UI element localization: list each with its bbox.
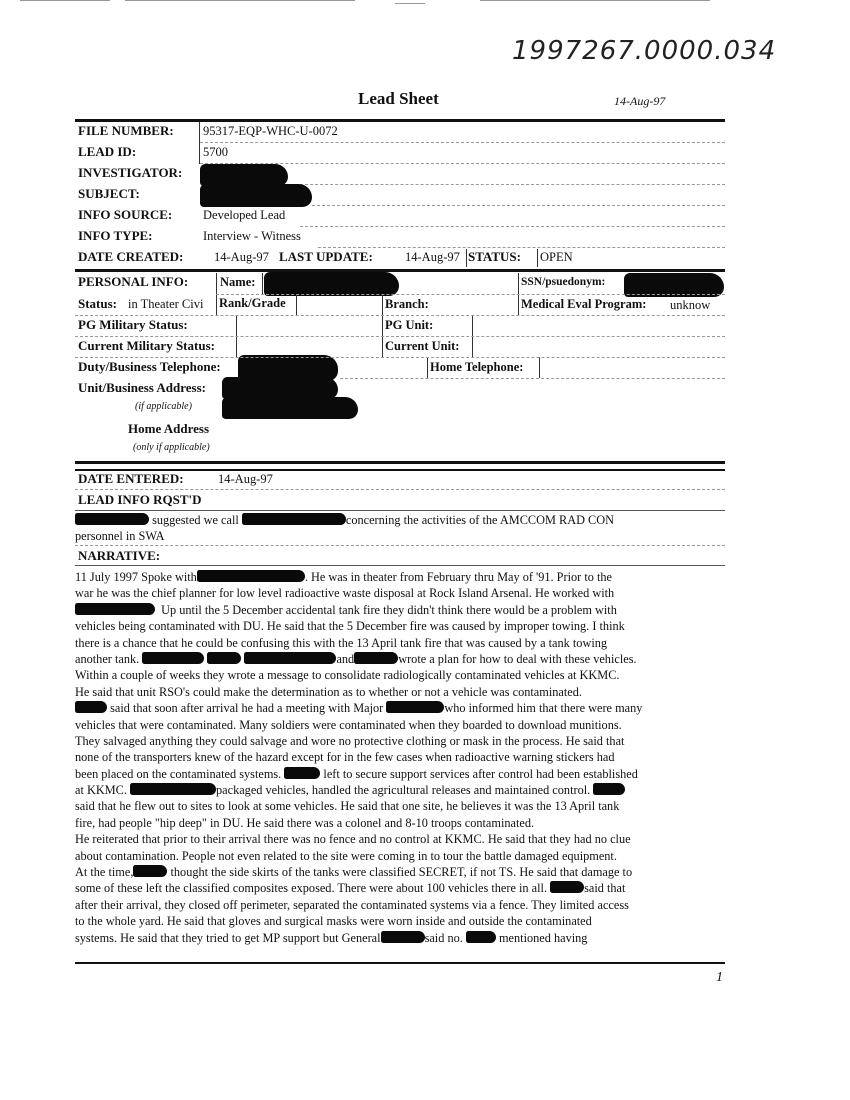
divider [472, 336, 473, 357]
redaction [264, 272, 399, 296]
top-rule [75, 119, 725, 122]
divider [75, 357, 725, 358]
divider [472, 315, 473, 336]
date-entered-label: DATE ENTERED: [78, 471, 184, 486]
redaction [466, 931, 496, 943]
divider [216, 273, 217, 294]
double-rule [75, 461, 725, 471]
last-update-value: 14-Aug-97 [405, 250, 460, 264]
narrative-line: wrote a plan for how to deal with these vehicles. [398, 651, 637, 666]
narrative-line: They salvaged anything they could salvage and wore no protective clothing or mask in the process. He said that [75, 733, 625, 748]
subject-label: SUBJECT: [78, 186, 140, 201]
divider [296, 294, 297, 315]
narrative-label: NARRATIVE: [78, 548, 161, 563]
lead-info-line: personnel in SWA [75, 529, 165, 544]
rank-grade-label: Rank/Grade [219, 296, 286, 310]
narrative-line: mentioned having [498, 930, 588, 945]
lead-info-line: concerning the activities of the AMCCOM RAD CON [345, 513, 614, 527]
info-source-value: Developed Lead [203, 208, 286, 222]
divider [300, 184, 725, 185]
narrative-line: He said that unit RSO's could make the determination as to whether or not a vehicle was contaminated. [75, 684, 582, 699]
redaction [197, 570, 305, 582]
status-field-value: in Theater Civi [128, 297, 204, 311]
home-address-label: Home Address [128, 421, 210, 436]
scan-artifact [480, 0, 710, 1]
narrative-line: He reiterated that prior to their arrival there was no fence and no control at KKMC. He said that they had no clue [75, 832, 631, 847]
divider [539, 357, 540, 378]
narrative-line: who informed him that there were many [444, 701, 643, 716]
date-created-label: DATE CREATED: [78, 249, 184, 264]
lead-info-text [75, 512, 727, 545]
narrative-line: fire, had people "hip deep" in DU. He said there was a colonel and 8-10 troops contaminated. [75, 815, 535, 830]
divider [216, 294, 217, 315]
date-entered-value: 14-Aug-97 [218, 472, 273, 486]
narrative-line: and [336, 651, 355, 666]
divider [466, 249, 467, 267]
divider [75, 565, 725, 566]
narrative-line: after their arrival, they closed off perimeter, separated the contaminated systems via a fence. They limited access [75, 897, 629, 912]
redaction [386, 701, 444, 713]
divider [340, 378, 725, 379]
divider [216, 294, 725, 295]
redaction [222, 377, 338, 399]
bottom-rule [75, 962, 725, 964]
page-title: Lead Sheet [358, 89, 439, 108]
divider [312, 205, 725, 206]
investigator-label: INVESTIGATOR: [78, 165, 183, 180]
narrative-line: . He was in theater from February thru May of '91. Prior to the [304, 570, 613, 584]
lead-id-value: 5700 [203, 145, 228, 159]
narrative-line: vehicles being contaminated with DU. He said that the 5 December fire was caused by improper towing. I think [75, 619, 625, 634]
divider [382, 294, 383, 357]
current-unit-label: Current Unit: [385, 339, 460, 353]
divider [262, 273, 263, 294]
redaction [354, 652, 398, 664]
scan-artifact [20, 0, 110, 1]
narrative-line: packaged vehicles, handled the agricultural releases and maintained control. [216, 783, 591, 798]
redaction [133, 865, 167, 877]
redaction [593, 783, 625, 795]
divider [318, 247, 725, 248]
lead-id-label: LEAD ID: [78, 144, 137, 159]
narrative-text [75, 569, 727, 946]
current-military-status-label: Current Military Status: [78, 338, 215, 353]
info-type-value: Interview - Witness [203, 229, 301, 243]
narrative-line: said that [584, 881, 626, 896]
narrative-line: another tank. [75, 651, 140, 666]
name-label: Name: [220, 275, 256, 289]
section-rule [75, 269, 725, 272]
redaction [200, 164, 288, 186]
status-label: STATUS: [468, 249, 521, 264]
narrative-line: said that soon after arrival he had a meeting with Major [110, 701, 384, 716]
date-created-value: 14-Aug-97 [214, 250, 269, 264]
file-number-value: 95317-EQP-WHC-U-0072 [203, 124, 338, 138]
info-source-label: INFO SOURCE: [78, 207, 173, 222]
duty-telephone-label: Duty/Business Telephone: [78, 359, 221, 374]
narrative-line: some of these left the classified composites exposed. There were about 100 vehicles there in all. [75, 881, 548, 896]
narrative-line: said no. [424, 930, 463, 945]
scan-artifact [125, 0, 355, 1]
lead-info-label: LEAD INFO RQST'D [78, 492, 202, 507]
medical-eval-value: unknow [670, 298, 711, 312]
redaction [550, 881, 584, 893]
narrative-line: Up until the 5 December accidental tank fire they didn't think there would be a problem with [161, 602, 617, 617]
narrative-line: to the whole yard. He said that gloves and surgical masks were worn inside and outside the contaminated [75, 914, 592, 929]
divider [199, 122, 200, 143]
unit-address-label: Unit/Business Address: [78, 380, 206, 395]
only-if-applicable-note: (only if applicable) [133, 442, 210, 453]
status-value: OPEN [540, 250, 573, 264]
pg-unit-label: PG Unit: [385, 318, 434, 332]
redaction [207, 652, 241, 664]
redaction [244, 652, 336, 664]
narrative-line: thought the side skirts of the tanks were classified SECRET, if not TS. He said that damage to [170, 865, 633, 880]
redaction [242, 513, 346, 525]
info-type-label: INFO TYPE: [78, 228, 153, 243]
scan-artifact [395, 3, 425, 4]
redaction [130, 783, 216, 795]
branch-label: Branch: [385, 297, 429, 311]
medical-eval-label: Medical Eval Program: [521, 297, 647, 311]
personal-info-label: PERSONAL INFO: [78, 274, 189, 289]
last-update-label: LAST UPDATE: [279, 249, 373, 264]
divider [427, 357, 428, 378]
file-number-label: FILE NUMBER: [78, 123, 174, 138]
redaction [381, 931, 425, 943]
narrative-line: been placed on the contaminated systems. [75, 766, 282, 781]
divider [200, 142, 725, 143]
status-field-label: Status: [78, 296, 118, 311]
divider [75, 336, 725, 337]
document-number: 1997267.0000.034 [512, 36, 777, 66]
divider [75, 489, 725, 490]
redaction [75, 603, 155, 615]
narrative-line: At the time, [75, 865, 134, 880]
if-applicable-note: (if applicable) [135, 401, 192, 412]
narrative-line: there is a chance that he could be confusing this with the 13 April tank fire that was caused by a tank towing [75, 635, 608, 650]
divider [199, 143, 200, 164]
narrative-line: systems. He said that they tried to get MP support but General [75, 930, 381, 945]
page-number: 1 [716, 970, 723, 985]
redaction [284, 767, 320, 779]
narrative-line: about contamination. People not even related to the site were coming in to tour the battle damaged equipment. [75, 848, 617, 863]
redaction [200, 184, 312, 207]
narrative-line: none of the transporters knew of the hazard except for in the few cases when radioactive warning stickers had [75, 750, 615, 765]
narrative-line: war he was the chief planner for low level radioactive waste disposal at Rock Island Arsenal. He worked with [75, 586, 615, 601]
redaction [75, 513, 149, 525]
divider [537, 249, 538, 267]
header-date: 14-Aug-97 [614, 94, 666, 108]
divider [75, 545, 725, 546]
ssn-label: SSN/psuedonym: [521, 276, 606, 288]
divider [75, 315, 725, 316]
narrative-line: 11 July 1997 Spoke with [75, 570, 197, 584]
narrative-line: at KKMC. [75, 783, 127, 798]
redaction [142, 652, 204, 664]
pg-military-status-label: PG Military Status: [78, 317, 188, 332]
home-telephone-label: Home Telephone: [430, 360, 524, 374]
redaction [222, 397, 358, 419]
lead-info-line: suggested we call [152, 513, 239, 527]
narrative-line: left to secure support services after control had been established [323, 766, 638, 781]
narrative-line: said that he flew out to sites to look at some vehicles. He said that one site, he believes it was the 13 April tank [75, 799, 620, 814]
divider [75, 510, 725, 511]
narrative-line: Within a couple of weeks they wrote a message to consolidate radiologically contaminated vehicles at KKMC. [75, 668, 620, 683]
redaction [75, 701, 107, 713]
narrative-line: vehicles that were contaminated. Many soldiers were contaminated when they boarded to download munitions. [75, 717, 622, 732]
divider [300, 226, 725, 227]
